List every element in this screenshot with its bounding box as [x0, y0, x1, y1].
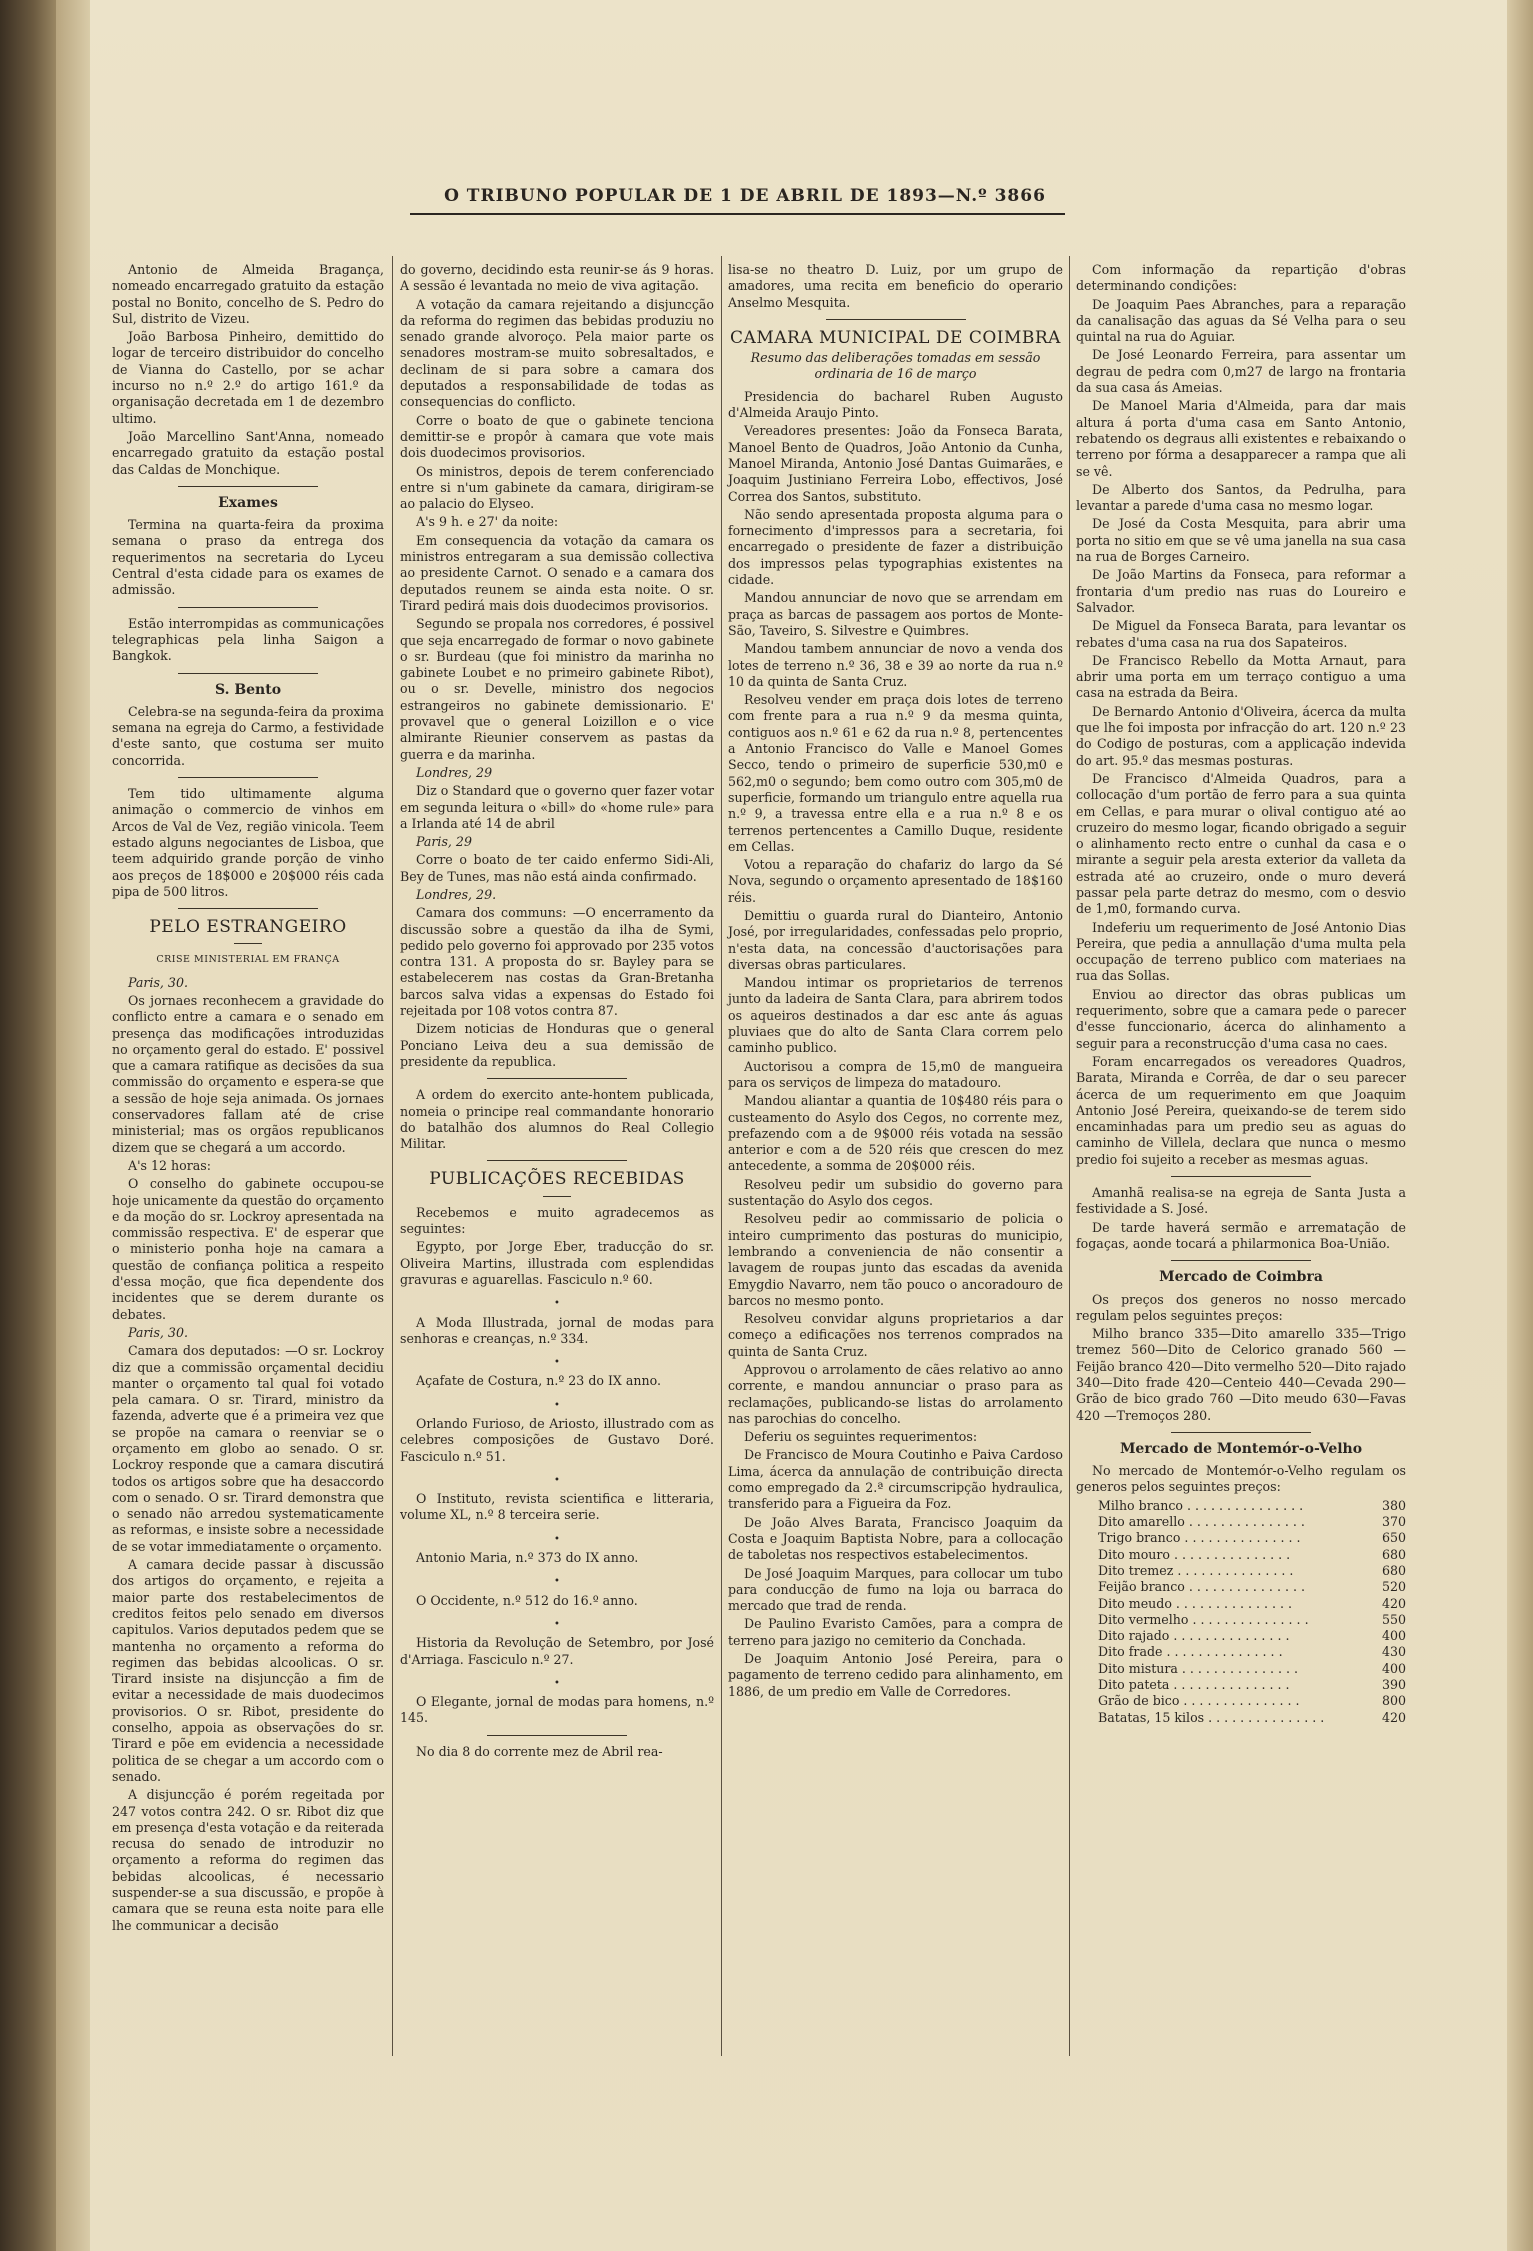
paragraph: A's 12 horas: [128, 1157, 211, 1173]
paragraph: No dia 8 do corrente mez de Abril rea- [416, 1743, 663, 1759]
paragraph: O conselho do gabinete occupou-se hoje unicamente da questão do orçamento e da moção do sr. Lockroy apresentada na commissão respectiva. E' de esperar que o ministerio ponha hoje na camara a questão de confiança politica a respeito d'essa moção, que fica dependente dos incidentes que se derem durante os debates. [112, 1176, 384, 1322]
column-rule [392, 256, 393, 2056]
price-item-value: 400 [1381, 1660, 1406, 1676]
separator [1171, 1432, 1311, 1433]
separator-dot: • [554, 1399, 560, 1411]
dateline: Londres, 29. [416, 886, 497, 902]
separator [178, 486, 318, 487]
paragraph: De Joaquim Antonio José Pereira, para o pagamento de terreno cedido para alinhamento, em 1886, de um predio em Valle de Corredores. [728, 1651, 1063, 1699]
dateline: Paris, 30. [128, 974, 188, 990]
price-row [1076, 1628, 1406, 1644]
paragraph: A's 9 h. e 27' da noite: [416, 514, 559, 530]
price-row [1076, 1596, 1406, 1612]
paragraph: Demittiu o guarda rural do Dianteiro, Antonio José, por irregularidades, confessadas pelo proprio, n'esta data, na concessão d'auctorisações para diversas obras particulares. [728, 907, 1063, 972]
paragraph: Mandou tambem annunciar de novo a venda dos lotes de terreno n.º 36, 38 e 39 ao norte da rua n.º 10 da quinta de Santa Cruz. [728, 641, 1063, 689]
paragraph: Vereadores presentes: João da Fonseca Barata, Manoel Bento de Quadros, João Antonio da Cunha, Manoel Miranda, Antonio José Dantas Guimarães, e Joaquim Justiniano Ferreira Lobo, effectivos, José Correa dos Santos, substituto. [728, 423, 1063, 504]
publications-list [400, 1239, 714, 1726]
column-1 [112, 262, 384, 1936]
paragraph: Mandou aliantar a quantia de 10$480 réis para o custeamento do Asylo dos Cegos, no corrente mez, prefazendo com a de 9$000 réis votada na sessão anterior e com a de 520 réis que crescen do mez antecedente, a somma de 20$000 réis. [728, 1093, 1063, 1174]
subheading: CRISE MINISTERIAL EM FRANÇA [156, 954, 340, 966]
separator [487, 1735, 627, 1736]
paragraph: Milho branco 335—Dito amarello 335—Trigo tremez 560—Dito de Celorico granado 560 — Feijão branco 420—Dito vermelho 520—Dito rajado 340—Dito frade 420—Centeio 440—Cevada 290—Grão de bico grado 760 —Dito meudo 630—Favas 420 —Tremoços 280. [1076, 1326, 1406, 1423]
price-list [1076, 1498, 1406, 1726]
price-item-name: Batatas, 15 kilos . . . . . . . . . . . . . . . [1098, 1709, 1325, 1725]
price-row [1076, 1661, 1406, 1677]
paragraph: Corre o boato de que o gabinete tenciona demittir-se e propôr à camara que vote mais dois duodecimos provisorios. [400, 412, 714, 461]
price-item-name: Grão de bico . . . . . . . . . . . . . . . [1098, 1693, 1300, 1709]
paragraph: Deferiu os seguintes requerimentos: [744, 1429, 978, 1445]
paragraph: De tarde haverá sermão e arrematação de fogaças, aonde tocará a philarmonica Boa-União. [1076, 1219, 1406, 1251]
paragraph: Amanhã realisa-se na egreja de Santa Justa a festividade a S. José. [1076, 1185, 1406, 1217]
paragraph: A ordem do exercito ante-hontem publicada, nomeia o principe real commandante honorario do batalhão dos alumnos do Real Collegio Militar. [400, 1087, 714, 1152]
paragraph: Com informação da repartição d'obras determinando condições: [1076, 262, 1406, 294]
paragraph: De Bernardo Antonio d'Oliveira, ácerca da multa que lhe foi imposta por infracção do art. 120 n.º 23 do Codigo de posturas, com a applicação indevida do art. 95.º das mesmas posturas. [1076, 703, 1406, 768]
dateline: Paris, 29 [416, 834, 472, 850]
dateline: Paris, 30. [128, 1324, 188, 1340]
separator-dot: • [554, 1474, 560, 1486]
section-heading: PELO ESTRANGEIRO [149, 917, 347, 938]
paragraph: Mandou annunciar de novo que se arrendam em praça as barcas de passagem aos portos de Monte-São, Taveiro, S. Silvestre e Quimbres. [728, 590, 1063, 638]
price-row [1076, 1547, 1406, 1563]
masthead: O TRIBUNO POPULAR DE 1 DE ABRIL DE 1893—N.º 3866 [444, 186, 1046, 206]
paragraph: De Francisco Rebello da Motta Arnaut, para abrir uma porta em um terraço contiguo a uma casa na estrada da Beira. [1076, 652, 1406, 701]
price-row [1076, 1579, 1406, 1595]
binding-shadow [0, 0, 56, 2251]
price-item-name: Dito pateta . . . . . . . . . . . . . . . [1098, 1677, 1290, 1693]
price-row [1076, 1710, 1406, 1726]
publication-item: Orlando Furioso, de Ariosto, illustrado com as celebres composições de Gustavo Doré. Fasciculo n.º 51. [400, 1416, 714, 1464]
paragraph: A votação da camara rejeitando a disjuncção da reforma do regimen das bebidas produziu no senado grande alvoroço. Pela maior parte os senadores mostram-se muito sobresaltados, e declinam de si para sobre a camara dos deputados a responsabilidade de todas as consequencias do conflicto. [400, 296, 714, 410]
price-item-value: 370 [1381, 1514, 1406, 1530]
paragraph: Camara dos communs: —O encerramento da discussão sobre a questão da ilha de Symi, pedido pelo governo foi approvado por 235 votos contra 131. A proposta do sr. Bayley para se estabelecerem nas costas da Gran-Bretanha barcos salva vidas a expensas do Estado foi rejeitada por 108 votos contra 87. [400, 905, 714, 1019]
price-item-value: 420 [1381, 1595, 1406, 1611]
paragraph: Resolveu pedir ao commissario de policia o inteiro cumprimento das posturas do municipio, lembrando a conveniencia de não consentir a lavagem de roupas junto das escadas da avenida Emygdio Navarro, nem tão pouco o ancoradouro de barcos no mesmo ponto. [728, 1211, 1063, 1308]
price-item-name: Trigo branco . . . . . . . . . . . . . . . [1098, 1530, 1301, 1546]
paragraph: João Marcellino Sant'Anna, nomeado encarregado gratuito da estação postal das Caldas de Monchique. [112, 428, 384, 477]
publication-item: Antonio Maria, n.º 373 do IX anno. [416, 1550, 639, 1566]
separator [1171, 1176, 1311, 1177]
publication-item: O Elegante, jornal de modas para homens, n.º 145. [400, 1694, 714, 1726]
paragraph: De Joaquim Paes Abranches, para a reparação da canalisação das aguas da Sé Velha para o seu quintal na rua do Aguiar. [1076, 296, 1406, 345]
price-item-value: 680 [1381, 1562, 1406, 1578]
paragraph: Termina na quarta-feira da proxima semana o praso da entrega dos requerimentos na secretaria do Lyceu Central d'esta cidade para os exames de admissão. [112, 517, 384, 598]
publication-item: Açafate de Costura, n.º 23 do IX anno. [416, 1373, 661, 1389]
paragraph: Os jornaes reconhecem a gravidade do conflicto entre a camara e o senado em presença das modificações introduzidas no orçamento geral do estado. E' possivel que a camara ratifique as decisões da sua commissão do orçamento e espera-se que a sessão de hoje seja animada. Os jornaes conservadores fallam até de crise ministerial; mas os orgãos republicanos dizem que se chegará a um accordo. [112, 992, 384, 1155]
separator-dot: • [554, 1298, 560, 1310]
paragraph: Segundo se propala nos corredores, é possivel que seja encarregado de formar o novo gabinete o sr. Burdeau (que foi ministro da marinha no gabinete Loubet e no primeiro gabinete Ribot), ou o sr. Develle, ministro dos negocios estrangeiros no gabinete demissionario. E' provavel que o general Loizillon e o vice almirante Rieunier conservem as pastas da guerra e da marinha. [400, 616, 714, 762]
paragraph: De João Martins da Fonseca, para reformar a frontaria d'um predio nas ruas do Loureiro e Salvador. [1076, 567, 1406, 615]
paragraph: Estão interrompidas as communicações telegraphicas pela linha Saigon a Bangkok. [112, 615, 384, 664]
price-item-value: 520 [1381, 1579, 1406, 1595]
price-item-value: 650 [1381, 1530, 1406, 1546]
price-item-value: 380 [1381, 1497, 1406, 1513]
paragraph: João Barbosa Pinheiro, demittido do logar de terceiro distribuidor do concelho de Vianna do Castello, por se achar incurso no n.º 2.º do artigo 161.º da organisação decretada em 1 de dezembro ultimo. [112, 329, 384, 426]
masthead-rule [410, 213, 1065, 215]
paragraph: De Francisco de Moura Coutinho e Paiva Cardoso Lima, ácerca da annulação de contribuição directa como empregado da 2.ª circumscripção hydraulica, transferido para a Figueira da Foz. [728, 1447, 1063, 1512]
price-row [1076, 1514, 1406, 1530]
paragraph: Os preços dos generos no nosso mercado regulam pelos seguintes preços: [1076, 1291, 1406, 1323]
price-item-name: Dito tremez . . . . . . . . . . . . . . . [1098, 1562, 1294, 1578]
separator-dot: • [554, 1677, 560, 1689]
price-item-name: Dito rajado . . . . . . . . . . . . . . . [1098, 1628, 1290, 1644]
column-3 [728, 262, 1063, 1702]
separator [178, 908, 318, 909]
price-row [1076, 1563, 1406, 1579]
separator [234, 943, 262, 944]
paragraph: Dizem noticias de Honduras que o general Ponciano Leiva deu a sua demissão de presidente da republica. [400, 1021, 714, 1069]
publication-item: Egypto, por Jorge Eber, traducção do sr. Oliveira Martins, illustrada com esplendidas gravuras e aguarellas. Fasciculo n.º 60. [400, 1239, 714, 1287]
paragraph: Celebra-se na segunda-feira da proxima semana na egreja do Carmo, a festividade d'este santo, que costuma ser muito concorrida. [112, 703, 384, 768]
separator [487, 1078, 627, 1079]
paragraph: lisa-se no theatro D. Luiz, por um grupo de amadores, uma recita em beneficio do operario Anselmo Mesquita. [728, 262, 1063, 310]
price-item-name: Dito meudo . . . . . . . . . . . . . . . [1098, 1595, 1293, 1611]
paragraph: Resolveu convidar alguns proprietarios a dar começo a edificações nos terrenos comprados na quinta de Santa Cruz. [728, 1311, 1063, 1359]
page-edge [1507, 0, 1533, 2251]
section-heading: Mercado de Montemór-o-Velho [1119, 1440, 1363, 1457]
paragraph: Foram encarregados os vereadores Quadros, Barata, Miranda e Corrêa, de dar o seu parecer ácerca de um requerimento em que Joaquim Antonio José Pereira, queixando-se de terem sido encaminhadas para um predio seu as aguas do caminho de Villela, declara que nunca o mesmo predio foi sujeito a receber as mesmas aguas. [1076, 1053, 1406, 1167]
paragraph: Indeferiu um requerimento de José Antonio Dias Pereira, que pedia a annullação d'uma multa pela occupação de terreno publico com materiaes na rua das Sollas. [1076, 919, 1406, 984]
section-heading: Mercado de Coimbra [1159, 1269, 1323, 1286]
paragraph: Auctorisou a compra de 15,m0 de mangueira para os serviços de limpeza do matadouro. [728, 1058, 1063, 1090]
column-rule [1069, 256, 1070, 2056]
paragraph: do governo, decidindo esta reunir-se ás 9 horas. A sessão é levantada no meio de viva agitação. [400, 262, 714, 294]
paragraph: Resolveu vender em praça dois lotes de terreno com frente para a rua n.º 9 da mesma quinta, contiguos aos n.º 61 e 62 da rua n.º 8, pertencentes a Antonio Francisco do Valle e Manoel Gomes Secco, tendo o primeiro de superficie 530,m0 e 562,m0 o segundo; bem como outro com 305,m0 de superficie, formando um triangulo entre aquella rua n.º 9, a travessa entre ella e a rua n.º 8 e os terrenos pertencentes a Camillo Duque, residente em Cellas. [728, 692, 1063, 854]
paragraph: A disjuncção é porém regeitada por 247 votos contra 242. O sr. Ribot diz que em presença d'esta votação e da reiterada recusa do senado de introduzir no orçamento a reforma do regimen das bebidas alcoolicas, é necessario suspender-se a sua discussão, e propõe à camara que se reuna esta noite para elle lhe communicar a decisão [112, 1787, 384, 1933]
publication-item: Historia da Revolução de Setembro, por José d'Arriaga. Fasciculo n.º 27. [400, 1635, 714, 1667]
price-item-value: 800 [1381, 1693, 1406, 1709]
separator [1171, 1260, 1311, 1261]
separator-dot: • [554, 1357, 560, 1369]
paragraph: Os ministros, depois de terem conferenciado entre si n'um gabinete da camara, dirigiram-se ao palacio do Elyseo. [400, 463, 714, 512]
paragraph: Antonio de Almeida Bragança, nomeado encarregado gratuito da estação postal no Bonito, concelho de S. Pedro do Sul, distrito de Vizeu. [112, 262, 384, 326]
paragraph: A camara decide passar à discussão dos artigos do orçamento, e rejeita a maior parte dos restabelecimentos de creditos feitos pelo senado em diversos capitulos. Varios deputados pedem que se mantenha no orçamento a reforma do regimen das bebidas alcoolicas. O sr. Tirard insiste na disjuncção a fim de evitar a necessidade de mais duodecimos provisorios. O sr. Ribot, presidente do conselho, appoia as observações do sr. Tirard e põe em evidencia a necessidade politica de se chegar a um accordo com o senado. [112, 1557, 384, 1784]
separator-dot: • [554, 1533, 560, 1545]
paragraph: De José da Costa Mesquita, para abrir uma porta no sitio em que se vê uma janella na sua casa na rua de Borges Carneiro. [1076, 516, 1406, 565]
price-item-name: Dito amarello . . . . . . . . . . . . . . . [1098, 1514, 1305, 1530]
paragraph: De Paulino Evaristo Camões, para a compra de terreno para jazigo no cemiterio da Conchada. [728, 1616, 1063, 1648]
price-row [1076, 1612, 1406, 1628]
price-item-value: 680 [1381, 1546, 1406, 1562]
paragraph: De Alberto dos Santos, da Pedrulha, para levantar a parede d'uma casa no mesmo logar. [1076, 481, 1406, 514]
separator-dot: • [554, 1576, 560, 1588]
paragraph: De José Leonardo Ferreira, para assentar um degrau de pedra com 0,m27 de largo na frontaria da sua casa ás Ameias. [1076, 347, 1406, 396]
paragraph: Votou a reparação do chafariz do largo da Sé Nova, segundo o orçamento apresentado de 18$160 réis. [728, 857, 1063, 905]
price-item-value: 400 [1381, 1628, 1406, 1644]
paragraph: De Francisco d'Almeida Quadros, para a collocação d'um portão de ferro para a sua quinta em Cellas, e para murar o olival contiguo até ao cruzeiro do mesmo logar, ficando obrigado a seguir o alinhamento recto entre o cunhal da casa e o mirante a seguir pela aresta exterior da valleta da estrada até ao cruzeiro, onde o muro deverá passar pela parte detraz do mesmo, com o desvio de 1,m0, formando curva. [1076, 770, 1406, 917]
column-4 [1076, 262, 1406, 1726]
separator [178, 777, 318, 778]
price-item-value: 430 [1381, 1644, 1406, 1660]
paragraph: Diz o Standard que o governo quer fazer votar em segunda leitura o «bill» do «home rule» para a Irlanda até 14 de abril [400, 783, 714, 831]
publication-item: O Occidente, n.º 512 do 16.º anno. [416, 1592, 638, 1608]
section-heading: Exames [218, 494, 278, 511]
separator-dot: • [554, 1618, 560, 1630]
paragraph: Approvou o arrolamento de cães relativo ao anno corrente, e mandou annunciar o praso para as reclamações, publicando-se listas do arrolamento nas parochias do concelho. [728, 1362, 1063, 1426]
separator [487, 1160, 627, 1161]
separator [178, 673, 318, 674]
paragraph: De Miguel da Fonseca Barata, para levantar os rebates d'uma casa na rua dos Sapateiros. [1076, 618, 1406, 650]
price-item-name: Dito frade . . . . . . . . . . . . . . . [1098, 1644, 1283, 1660]
paragraph: Presidencia do bacharel Ruben Augusto d'Almeida Araujo Pinto. [728, 388, 1063, 421]
price-item-value: 420 [1381, 1709, 1406, 1725]
price-row [1076, 1530, 1406, 1546]
price-item-value: 390 [1381, 1677, 1406, 1693]
price-item-name: Dito mistura . . . . . . . . . . . . . . . [1098, 1660, 1298, 1676]
separator [826, 319, 966, 320]
separator [178, 607, 318, 608]
paragraph: Corre o boato de ter caido enfermo Sidi-Ali, Bey de Tunes, mas não está ainda confirmado. [400, 852, 714, 884]
paragraph: Resolveu pedir um subsidio do governo para sustentação do Asylo dos cegos. [728, 1176, 1063, 1209]
paragraph: De José Joaquim Marques, para collocar um tubo para conducção de fumo na loja ou barraca do mercado que trad de renda. [728, 1565, 1063, 1614]
price-row [1076, 1644, 1406, 1660]
price-row [1076, 1693, 1406, 1709]
price-row [1076, 1498, 1406, 1514]
section-heading: PUBLICAÇÕES RECEBIDAS [429, 1169, 685, 1190]
page-gutter [56, 0, 90, 2251]
price-row [1076, 1677, 1406, 1693]
column-2 [400, 262, 714, 1762]
price-item-name: Dito vermelho . . . . . . . . . . . . . . . [1098, 1611, 1309, 1627]
publication-item: A Moda Illustrada, jornal de modas para senhoras e creanças, n.º 334. [400, 1314, 714, 1346]
section-heading: S. Bento [214, 681, 282, 698]
paragraph: Em consequencia da votação da camara os ministros entregaram a sua demissão collectiva ao presidente Carnot. O senado e a camara dos deputados reunem se ainda esta noite. O sr. Tirard pedirá mais dois duodecimos provisorios. [400, 532, 714, 613]
separator [543, 1196, 571, 1197]
paragraph: Não sendo apresentada proposta alguma para o fornecimento d'impressos para a secretaria, foi encarregado o presidente de fazer a distribuição dos impressos pelas typographias existentes na cidade. [728, 506, 1063, 588]
dateline: Londres, 29 [416, 764, 493, 780]
paragraph: Enviou ao director das obras publicas um requerimento, sobre que a camara pede o parecer d'esse funccionario, ácerca do alinhamento a seguir para a reconstrucção d'uma casa no caes. [1076, 986, 1406, 1051]
price-item-value: 550 [1381, 1611, 1406, 1627]
paragraph: De Manoel Maria d'Almeida, para dar mais altura á porta d'uma casa em Santo Antonio, rebatendo os degraus alli existentes e rebaixando o terreno por fórma a desapparecer a rampa que ali se vê. [1076, 398, 1406, 479]
price-item-name: Milho branco . . . . . . . . . . . . . . . [1098, 1497, 1304, 1513]
column-rule [721, 256, 722, 2056]
paragraph: Mandou intimar os proprietarios de terrenos junto da ladeira de Santa Clara, para abrirem todos os aqueiros destinados a dar esc ante ás aguas pluviaes que do alto de Santa Clara correm pelo caminho publico. [728, 975, 1063, 1056]
subheading: Resumo das deliberações tomadas em sessão ordinaria de 16 de março [750, 350, 1041, 382]
paragraph: Recebemos e muito agradecemos as seguintes: [400, 1204, 714, 1237]
price-item-name: Dito mouro . . . . . . . . . . . . . . . [1098, 1546, 1291, 1562]
paragraph: Tem tido ultimamente alguma animação o commercio de vinhos em Arcos de Val de Vez, região vinicola. Teem estado alguns negociantes de Lisboa, que teem adquirido grande porção de vinho aos preços de 18$000 e 20$000 réis cada pipa de 500 litros. [112, 786, 384, 899]
publication-item: O Instituto, revista scientifica e litteraria, volume XL, n.º 8 terceira serie. [400, 1491, 714, 1523]
paragraph: De João Alves Barata, Francisco Joaquim da Costa e Joaquim Baptista Nobre, para a collocação de taboletas nos respectivos estabelecimentos. [728, 1514, 1063, 1563]
price-item-name: Feijão branco . . . . . . . . . . . . . . . [1098, 1579, 1305, 1595]
paragraph: Camara dos deputados: —O sr. Lockroy diz que a commissão orçamental decidiu manter o orçamento tal qual foi votado pela camara. O sr. Tirard, ministro da fazenda, adverte que é a primeira vez que se propõe na camara o reenviar se o orçamento em globo ao senado. O sr. Lockroy responde que a camara discutirá todos os artigos sobre que ha desaccordo com o senado. O sr. Tirard demonstra que o senado não arredou systematicamente as reformas, e insiste sobre a necessidade de se votar immediatamente o orçamento. [112, 1343, 384, 1554]
paragraph: No mercado de Montemór-o-Velho regulam os generos pelos seguintes preços: [1076, 1463, 1406, 1495]
section-heading: CAMARA MUNICIPAL DE COIMBRA [730, 327, 1061, 348]
